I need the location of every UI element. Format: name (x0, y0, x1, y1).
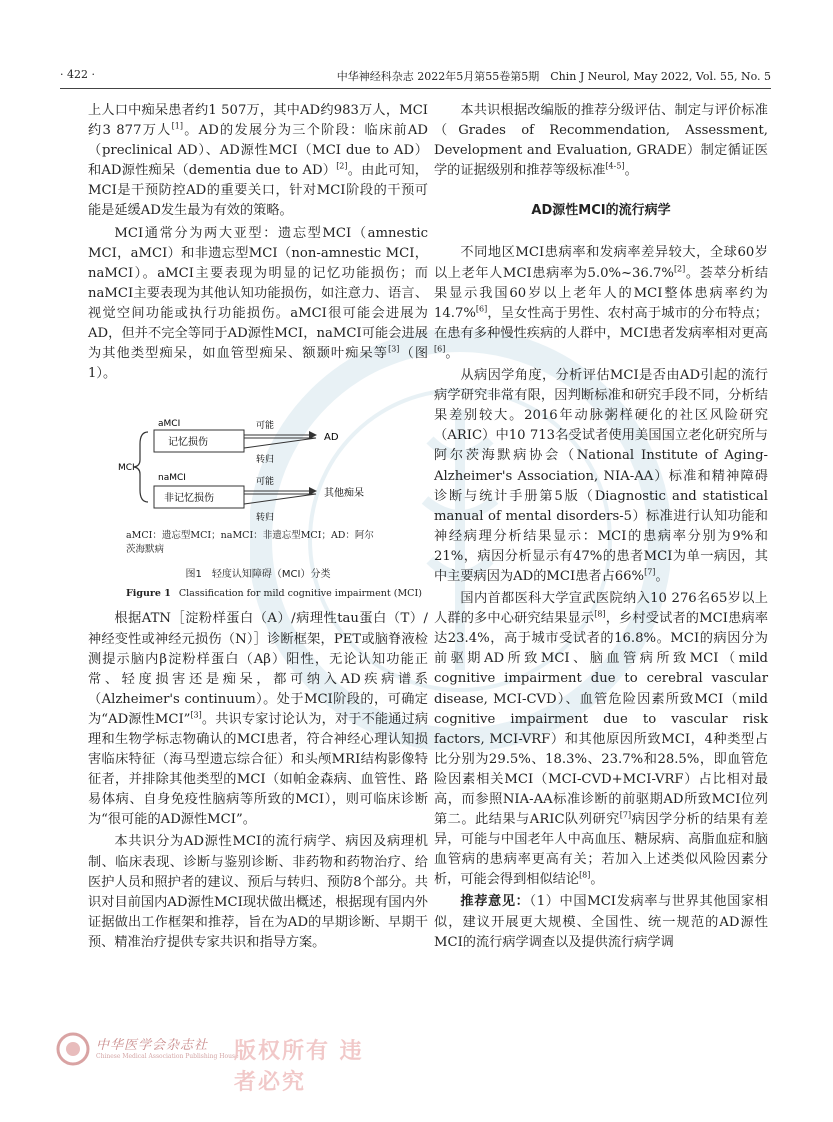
page-header (60, 64, 771, 89)
publisher-seal-icon (56, 1032, 90, 1066)
publisher-name-cn: 中华医学会杂志社 (96, 1038, 209, 1053)
recommendation-label: 推荐意见： (460, 894, 530, 910)
left-column (88, 101, 428, 955)
publisher-name-en: Chinese Medical Association Publishing House (96, 1053, 239, 1060)
figure-caption-en: Figure 1 Classification for mild cognitive impairment (MCI) (126, 588, 422, 600)
paragraph: 不同地区MCI患病率和发病率差异较大，全球60岁以上老年人MCI患病率为5.0%~36.7%[2]。荟萃分析结果显示我国60岁以上老年人的MCI整体患病率约为14.7%[6]，呈女性高于男性、农村高于城市的分布特点；在患有多种慢性疾病的人群中，MCI患者发病率相对更高[6]。 (434, 245, 769, 361)
figure-1 (88, 390, 428, 601)
paragraph: 国内首都医科大学宣武医院纳入10 276名65岁以上人群的多中心研究结果显示[8]，乡村受试者的MCI患病率达23.4%，高于城市受试者的16.8%。MCI的病因分为前驱期AD所致MCI、脑血管病所致MCI（mild cognitive impairment due to cerebral vascular disease, MCI-CVD）、血管危险因素所致MCI（mild cognitive impairment due to vascular risk factors, MCI-VRF）和其他原因所致MCI，4种类型占比分别为29.5%、18.3%、23.7%和28.5%，即血管危险因素相关MCI（MCI-CVD+MCI-VRF）占比相对最高，而参照NIA-AA标准诊断的前驱期AD所致MCI位列第二。此结果与ARIC队列研究[7]病因学分析的结果有差异，可能与中国老年人中高血压、糖尿病、高脂血症和脑血管病的患病率更高有关；若加入上述类似风险因素分析，可能会得到相似结论[8]。 (434, 591, 769, 888)
page-number: · 422 · (60, 68, 95, 81)
ad-label: AD (324, 432, 339, 444)
paragraph: 根据ATN［淀粉样蛋白（A）/病理性tau蛋白（T）/神经变性或神经元损伤（N）］诊断框架，PET或脑脊液检测提示脑内β淀粉样蛋白（Aβ）阳性，无论认知功能正常、轻度损害还是痴呆，都可纳入AD疾病谱系（Alzheimer's continuum）。处于MCI阶段的，可确定为“AD源性MCI”[3]。共识专家讨论认为，对于不能通过病理和生物学标志物确认的MCI患者，符合神经心理认知损害临床特征（海马型遗忘综合征）和头颅MRI结构影像特征者，并排除其他类型的MCI（如帕金森病、血管性、路易体病、自身免疫性脑病等所致的MCI），则可临床诊断为“很可能的AD源性MCI”。 (88, 611, 429, 828)
amci-label: aMCI (158, 419, 181, 430)
other-dementia-label: 其他痴呆 (324, 488, 364, 500)
paragraph: 本共识分为AD源性MCI的流行病学、病因及病理机制、临床表现、诊断与鉴别诊断、非药物和药物治疗、给医护人员和照护者的建议、预后与转归、预防8个部分。共识对目前国内AD源性MCI现状做出概述，根据现有国内外证据做出工作框架和推荐，旨在为AD的早期诊断、早期干预、精准治疗提供专家共识和指导方案。 (88, 834, 428, 950)
convert-wedge-1 (244, 438, 316, 448)
journal-citation: 中华神经科杂志 2022年5月第55卷第5期 Chin J Neurol, May 2022, Vol. 55, No. 5 (336, 70, 771, 83)
mci-label: MCI (118, 463, 135, 474)
recommendation-paragraph: 推荐意见：（1）中国MCI发病率与世界其他国家相似，建议开展更大规模、全国性、统一规范的AD源性MCI的流行病学调查以及提供流行病学调 (434, 894, 769, 950)
possible-label-1: 可能 (256, 421, 275, 432)
section-heading: AD源性MCI的流行病学 (531, 203, 671, 219)
nonmemory-impairment-text: 非记忆损伤 (164, 493, 214, 505)
paragraph: 从病因学角度，分析评估MCI是否由AD引起的流行病学研究非常有限，因判断标准和研究手段不同，分析结果差别较大。2016年动脉粥样硬化的社区风险研究（ARIC）中10 713名受试者使用美国国立老化研究所与阿尔茨海默病协会（National Institute of Aging-Alzheimer's Association, NIA-AA）标准和精神障碍诊断与统计手册第5版（Diagnostic and statistical manual of mental disorders-5）标准进行认知功能和神经病理分析结果显示：MCI的患病率分别为9%和21%，病因分析显示有47%的患者MCI为单一病因，其中主要病因为AD的MCI患者占66%[7]。 (434, 368, 768, 584)
paragraph: 上人口中痴呆患者约1 507万，其中AD约983万人，MCI约3 877万人[1]。AD的发展分为三个阶段：临床前AD（preclinical AD）、AD源性MCI（MCI due to AD）和AD源性痴呆（dementia due to AD）[2]。由此可知，MCI是干预防控AD的重要关口，针对MCI阶段的干预可能是延缓AD发生最为有效的策略。 (88, 103, 428, 219)
right-column (434, 101, 768, 955)
figure-caption-cn: 图1 轻度认知障碍（MCI）分类 (185, 569, 331, 581)
copyright-stamp: 版权所有 违者必究 (234, 1038, 364, 1095)
publisher-footer (56, 1030, 376, 1095)
convert-wedge-2 (244, 494, 316, 504)
paragraph: MCI通常分为两大亚型：遗忘型MCI（amnestic MCI，aMCI）和非遗忘型MCI（non-amnestic MCI，naMCI）。aMCI主要表现为明显的记忆功能损伤；而naMCI主要表现为其他认知功能损伤，如注意力、语言、视觉空间功能或执行功能损伤。aMCI很可能会进展为AD，但并不完全等同于AD源性MCI，naMCI可能会进展为其他类型痴呆，如血管型痴呆、额颞叶痴呆等[3]（图1）。 (88, 225, 429, 382)
left-brace (134, 432, 148, 502)
figure-note: aMCI：遗忘型MCI；naMCI：非遗忘型MCI；AD：阿尔茨海默病 (126, 530, 374, 556)
convert-label-2: 转归 (256, 513, 275, 524)
convert-label-1: 转归 (256, 455, 275, 466)
possible-label-2: 可能 (256, 477, 275, 488)
memory-impairment-text: 记忆损伤 (168, 437, 208, 449)
mci-classification-diagram (88, 390, 428, 525)
paragraph: 本共识根据改编版的推荐分级评估、制定与评价标准（Grades of Recommendation, Assessment, Development and Evaluation, GRADE）制定循证医学的证据级别和推荐等级标准[4-5]。 (434, 103, 768, 179)
namci-label: naMCI (158, 473, 186, 484)
